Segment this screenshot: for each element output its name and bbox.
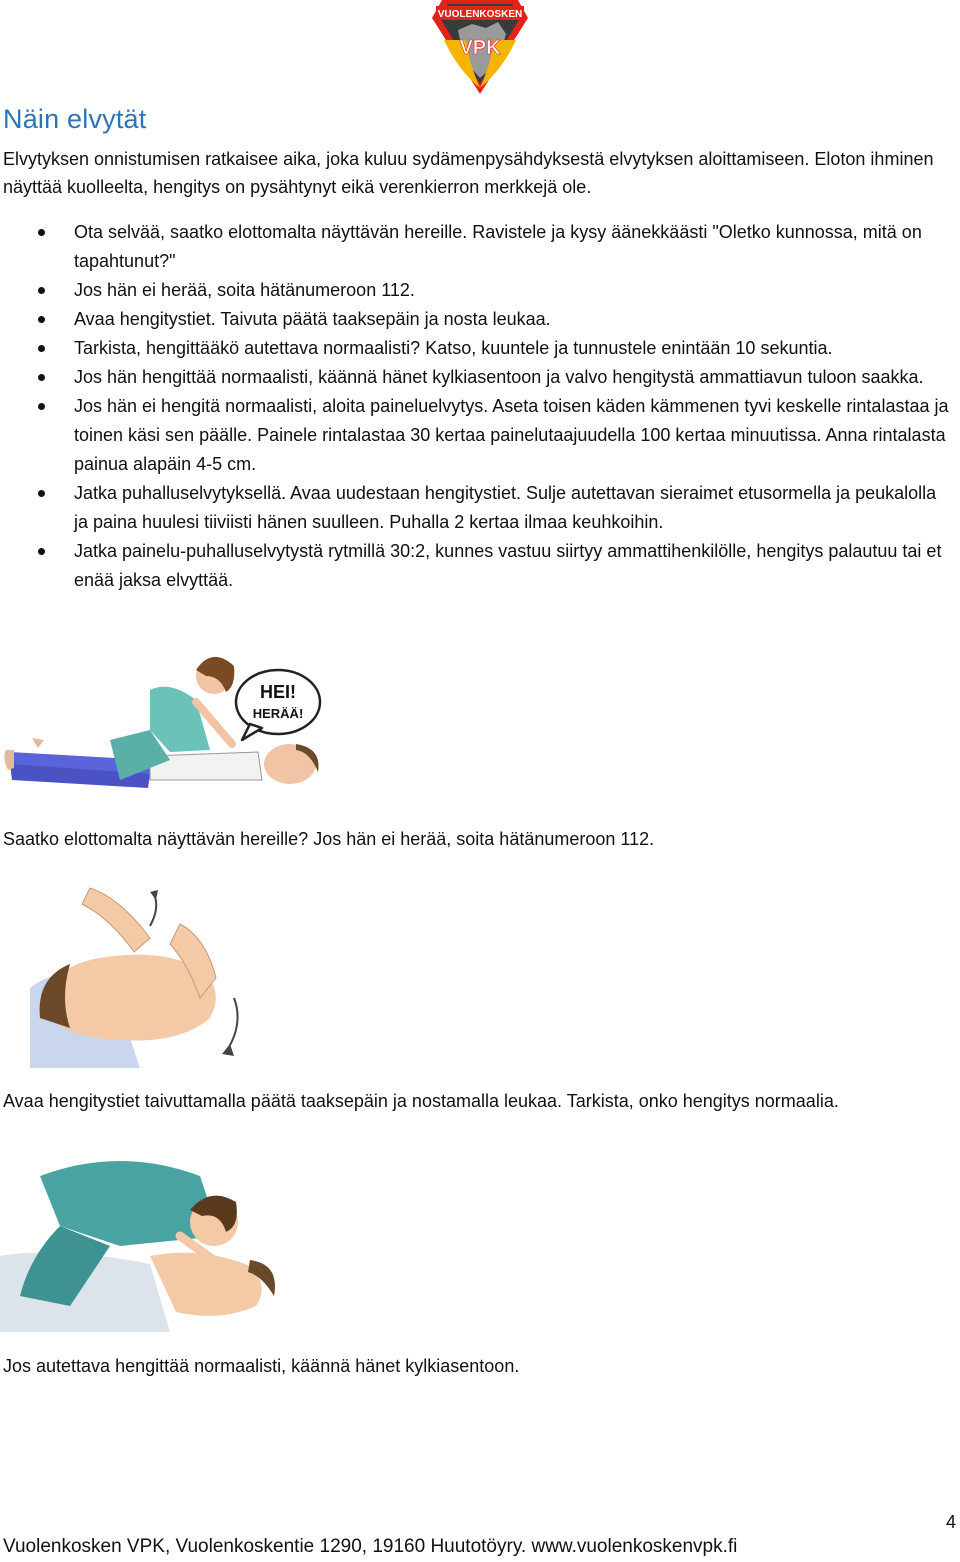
- illustration-breathing-check: [0, 1136, 300, 1332]
- page-number: 4: [945, 1512, 956, 1532]
- bubble-text-hei: HEI!: [260, 682, 296, 702]
- list-item: Avaa hengitystiet. Taivuta päätä taaksepäin ja nosta leukaa.: [0, 305, 950, 334]
- intro-paragraph: Elvytyksen onnistumisen ratkaisee aika, joka kuluu sydämenpysähdyksestä elvytyksen aloittamiseen. Eloton ihminen näyttää kuolleelta, hengitys on pysähtynyt eikä verenkierron merkkejä ole.: [3, 149, 934, 197]
- page-heading: Näin elvytät: [3, 104, 147, 134]
- footer-address: Vuolenkosken VPK, Vuolenkoskentie 1290, 19160 Huutotöyry. www.vuolenkoskenvpk.fi: [3, 1536, 738, 1557]
- logo-text: VUOLENKOSKEN: [437, 9, 523, 20]
- list-item: Jatka painelu-puhalluselvytystä rytmillä 30:2, kunnes vastuu siirtyy ammattihenkilölle, hengitys palautuu tai et enää jaksa elvyttää.: [0, 537, 950, 595]
- illustration-wake-check: [0, 640, 340, 810]
- list-item: Jos hän ei hengitä normaalisti, aloita paineluelvytys. Aseta toisen käden kämmenen tyvi keskelle rintalastaa ja toinen käsi sen päälle. Painele rintalastaa 30 kertaa painelutaajuudella 100 kertaa minuutissa. Anna rintalasta painua alapäin 4-5 cm.: [0, 392, 950, 479]
- list-item: Ota selvää, saatko elottomalta näyttävän hereille. Ravistele ja kysy äänekkäästi "Oletko kunnossa, mitä on tapahtunut?": [0, 218, 950, 276]
- vpk-logo: [428, 0, 532, 96]
- list-item: Tarkista, hengittääkö autettava normaalisti? Katso, kuuntele ja tunnustele enintään 10 sekuntia.: [0, 334, 950, 363]
- illustration-airway-open: [30, 868, 260, 1068]
- list-item: Jos hän hengittää normaalisti, käännä hänet kylkiasentoon ja valvo hengitystä ammattiavun tuloon saakka.: [0, 363, 950, 392]
- logo-monogram: VPK: [459, 37, 501, 59]
- figure2-caption: Avaa hengitystiet taivuttamalla päätä taaksepäin ja nostamalla leukaa. Tarkista, onko hengitys normaalia.: [3, 1091, 839, 1111]
- list-item: Jatka puhalluselvytyksellä. Avaa uudestaan hengitystiet. Sulje autettavan sieraimet etusormella ja peukalolla ja paina huulesi tiiviisti hänen suulleen. Puhalla 2 kertaa ilmaa keuhkoihin.: [0, 479, 950, 537]
- instruction-list: [0, 218, 950, 595]
- bubble-text-heraa: HERÄÄ!: [252, 706, 304, 721]
- figure1-caption: Saatko elottomalta näyttävän hereille? Jos hän ei herää, soita hätänumeroon 112.: [3, 829, 655, 849]
- list-item: Jos hän ei herää, soita hätänumeroon 112.: [0, 276, 950, 305]
- figure3-caption: Jos autettava hengittää normaalisti, käännä hänet kylkiasentoon.: [3, 1356, 520, 1376]
